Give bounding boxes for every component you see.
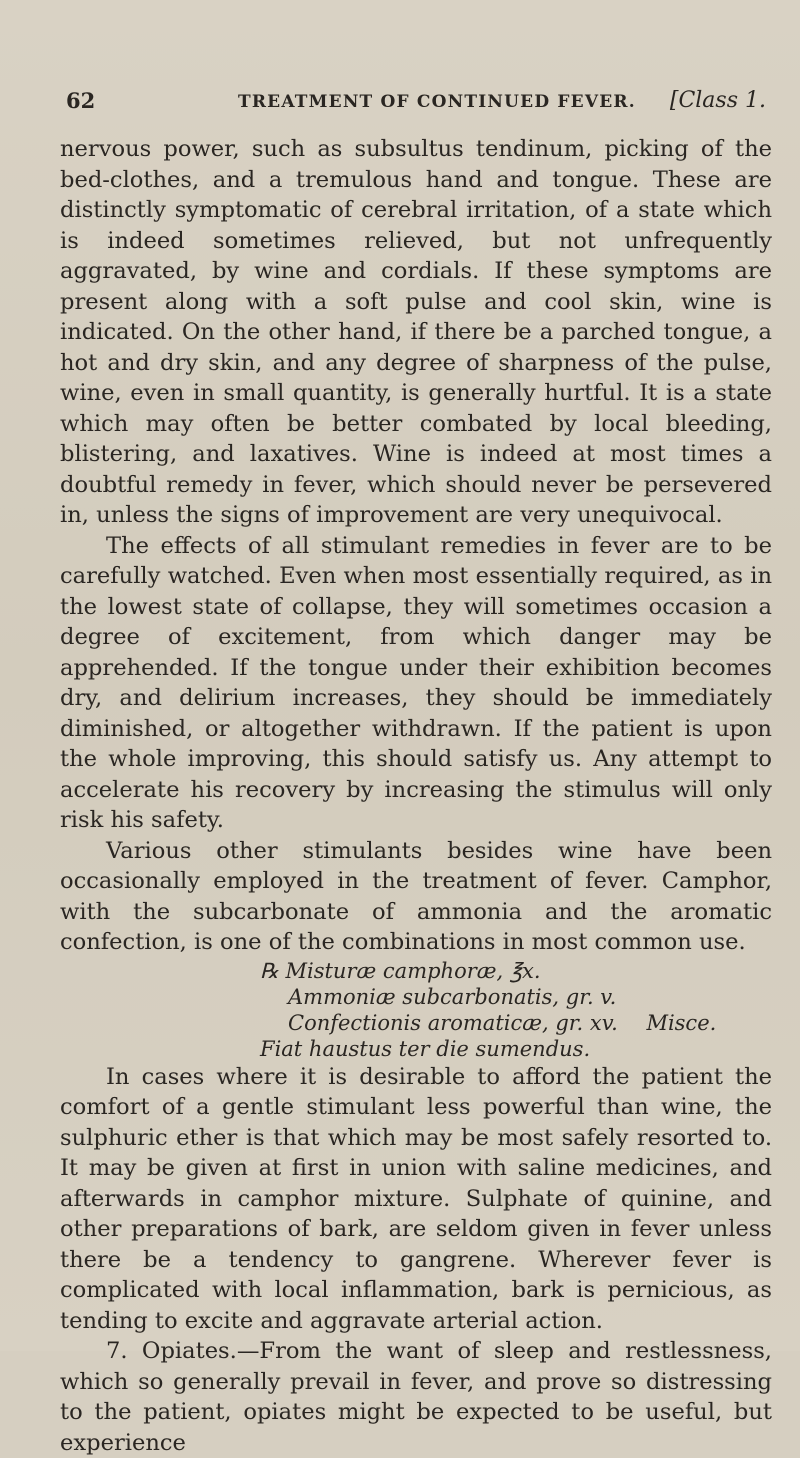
prescription-line: ℞ Misturæ camphoræ, ℥x. [260,958,541,983]
running-title: TREATMENT OF CONTINUED FEVER. [238,92,636,112]
page-number: 62 [66,88,96,113]
paragraph: Various other stimulants besides wine have been occasionally employed in the treatment of fever. Camphor, with the subcarbonate of ammonia and the aromatic confection, is one of the combinations in most common use. [60,837,772,955]
prescription [260,958,772,1062]
section-label: [Class 1. [669,88,766,113]
prescription-ingredient: Confectionis aromaticæ, gr. xv. [288,1010,618,1035]
prescription-misce: Misce. [646,1010,717,1035]
paragraph: The effects of all stimulant remedies in fever are to be carefully watched. Even when most essentially required, as in the lowest state of collapse, they will sometimes occasion a degree of excitement, from which danger may be apprehended. If the tongue under their exhibition becomes dry, and delirium increases, they should be immediately diminished, or altogether withdrawn. If the patient is upon the whole improving, this should satisfy us. Any attempt to accelerate his recovery by increasing the stimulus will only risk his safety. [60,532,772,833]
prescription-line: Ammoniæ subcarbonatis, gr. v. [288,984,617,1009]
prescription-line [260,1010,772,1036]
paragraph: 7. Opiates.—From the want of sleep and restlessness, which so generally prevail in fever, and prove so distressing to the patient, opiates might be expected to be useful, but experience [60,1338,772,1456]
page-body [60,134,772,1458]
running-header [66,88,766,124]
prescription-line: Fiat haustus ter die sumendus. [260,1036,591,1061]
paragraph: nervous power, such as subsultus tendinum, picking of the bed-clothes, and a tremulous hand and tongue. These are distinctly symptomatic of cerebral irritation, of a state which is indeed sometimes relieved, but not unfrequently aggravated, by wine and cordials. If these symptoms are present along with a soft pulse and cool skin, wine is indicated. On the other hand, if there be a parched tongue, a hot and dry skin, and any degree of sharpness of the pulse, wine, even in small quantity, is generally hurtful. It is a state which may often be better combated by local bleeding, blistering, and laxatives. Wine is indeed at most times a doubtful remedy in fever, which should never be persevered in, unless the signs of improvement are very unequivocal. [60,136,772,528]
paragraph: In cases where it is desirable to afford the patient the comfort of a gentle stimulant less powerful than wine, the sulphuric ether is that which may be most safely resorted to. It may be given at first in union with saline medicines, and afterwards in camphor mixture. Sulphate of quinine, and other preparations of bark, are seldom given in fever unless there be a tendency to gangrene. Wherever fever is complicated with local inflammation, bark is pernicious, as tending to excite and aggravate arterial action. [60,1063,772,1334]
